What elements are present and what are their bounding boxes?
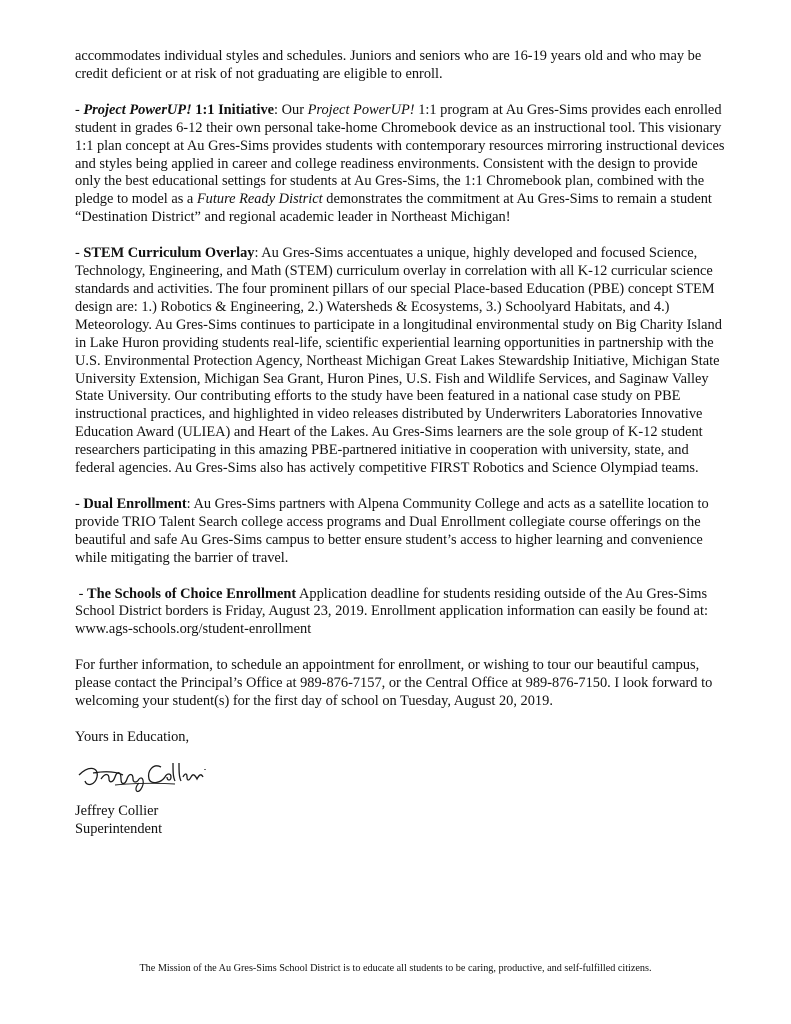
powerup-inline-italic: Project PowerUP! xyxy=(307,101,415,118)
stem-paragraph xyxy=(75,245,725,478)
further-info-text: For further information, to schedule an appointment for enrollment, or wishing to tour our beautiful campus, please contact the Principal’s Office at 989-876-7157, or the Central Office at 989-876-7150. I look forward to welcoming your student(s) for the first day of school on Tuesday, August 20, 2019. xyxy=(75,657,713,710)
powerup-title-rest: 1:1 Initiative xyxy=(191,101,275,118)
signer-title: Superintendent xyxy=(75,820,163,837)
signer-name: Jeffrey Collier xyxy=(75,802,159,819)
powerup-colon: : Our xyxy=(274,101,308,118)
mission-statement: The Mission of the Au Gres-Sims School District is to educate all students to be caring, productive, and self-fulfilled citizens. xyxy=(139,963,652,974)
choice-title-bold: The Schools of Choice Enrollment xyxy=(87,585,297,602)
stem-prefix: - xyxy=(75,245,84,262)
further-info-paragraph xyxy=(75,657,725,711)
dual-enrollment-paragraph xyxy=(75,496,725,568)
intro-continuation-text: accommodates individual styles and schedules. Juniors and seniors who are 16-19 years old and who may be credit deficient or at risk of not graduating are eligible to enroll. xyxy=(75,48,702,82)
choice-title-plain: Application xyxy=(296,585,367,602)
letter-body xyxy=(75,48,725,839)
choice-body: deadline for students residing outside of the Au Gres-Sims School District borders is Friday, August 23, 2019. Enrollment application information can easily be found at: www.ags-schools.org/student-enrollment xyxy=(75,585,708,638)
powerup-prefix: - xyxy=(75,101,84,118)
closing-line xyxy=(75,729,725,747)
stem-title: STEM Curriculum Overlay xyxy=(83,245,255,262)
powerup-title-italic: Project PowerUP! xyxy=(83,101,192,118)
stem-body: : Au Gres-Sims accentuates a unique, highly developed and focused Science, Technology, Engineering, and Math (STEM) curriculum overlay in correlation with all K-12 curricular science standards and activities. The four prominent pillars of our special Place-based Education (PBE) concept STEM design are: 1.) Robotics & Engineering, 2.) Watersheds & Ecosystems, 3.) Schoolyard Habitats, and 4.) Meteorology. Au Gres-Sims continues to participate in a longitudinal environmental study on Big Charity Island in Lake Huron providing students real-life, scientific experiential learning opportunities in partnership with the U.S. Environmental Protection Agency, Northeast Michigan Great Lakes Stewardship Initiative, Michigan State University Extension, Michigan Sea Grant, Huron Pines, U.S. Fish and Wildlife Services, and Saginaw Valley State University. Our contributing efforts to the study have been featured in a national case study on PBE instructional practices, and highlighted in video releases distributed by Underwriters Laboratories Innovative Education Award (ULIEA) and Heart of the Lakes. Au Gres-Sims learners are the sole group of K-12 student researchers participating in this amazing PBE-partnered initiative in cooperation with university, state, and federal agencies. Au Gres-Sims also has actively competitive FIRST Robotics and Science Olympiad teams. xyxy=(75,245,722,477)
dual-prefix: - xyxy=(75,495,84,512)
schools-of-choice-paragraph xyxy=(75,586,725,640)
signature-image xyxy=(75,753,215,797)
powerup-paragraph xyxy=(75,102,725,227)
mission-footer xyxy=(0,963,791,975)
choice-prefix: - xyxy=(75,585,87,602)
powerup-body-2: demonstrates the commitment at Au Gres-Sims to remain a student “Destination District” and regional academic leader in Northeast Michigan! xyxy=(75,191,712,226)
future-ready-district-text: Future Ready District xyxy=(196,191,323,208)
dual-body: : Au Gres-Sims partners with Alpena Community College and acts as a satellite location to provide TRIO Talent Search college access programs and Dual Enrollment collegiate course offerings on the beautiful and safe Au Gres-Sims campus to better ensure student’s access to higher learning and convenience while mitigating the barrier of travel. xyxy=(75,495,709,566)
closing-text: Yours in Education, xyxy=(75,729,190,745)
powerup-body-1: 1:1 program at Au Gres-Sims provides each enrolled student in grades 6-12 their own personal take-home Chromebook device as an instructional tool. This visionary 1:1 plan concept at Au Gres-Sims provides students with contemporary resources mirroring instructional devices and styles being applied in career and college readiness environments. Consistent with the design to provide only the best educational settings for students at Au Gres-Sims, the 1:1 Chromebook plan, combined with the pledge to model as a xyxy=(75,101,725,208)
dual-title: Dual Enrollment xyxy=(83,495,187,512)
intro-continuation-paragraph xyxy=(75,48,725,84)
